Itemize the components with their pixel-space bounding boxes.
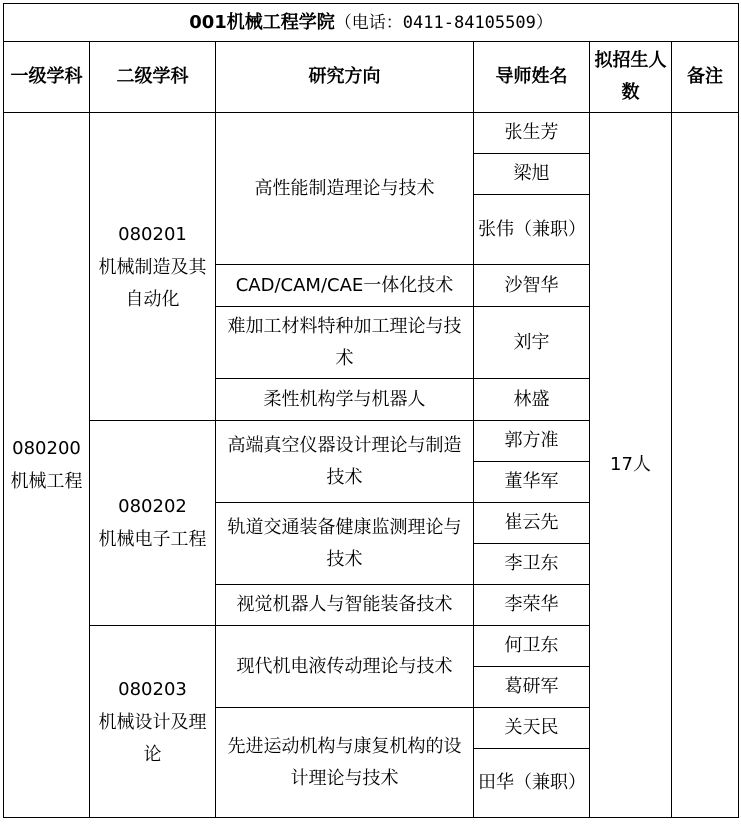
direction-cell: 柔性机构学与机器人 xyxy=(216,379,474,421)
second-level-cell xyxy=(90,421,216,626)
second-level-code: 080201 xyxy=(118,223,187,245)
header-supervisor: 导师姓名 xyxy=(474,42,590,113)
direction-cell: 高性能制造理论与技术 xyxy=(216,113,474,265)
supervisor-cell: 董华军 xyxy=(474,462,590,503)
header-row xyxy=(4,42,739,113)
direction-cell: 先进运动机构与康复机构的设计理论与技术 xyxy=(216,708,474,818)
second-level-code: 080202 xyxy=(118,496,187,517)
first-level-cell xyxy=(4,113,90,818)
supervisor-cell: 关天民 xyxy=(474,708,590,749)
second-level-name: 机械设计及理论 xyxy=(98,711,207,765)
second-level-cell xyxy=(90,626,216,818)
supervisor-cell: 梁旭 xyxy=(474,154,590,195)
college-phone: （电话：0411-84105509） xyxy=(334,12,553,33)
supervisor-cell: 郭方准 xyxy=(474,421,590,462)
second-level-name: 机械电子工程 xyxy=(98,529,207,550)
supervisor-cell: 李荣华 xyxy=(474,585,590,626)
direction-cell: 难加工材料特种加工理论与技术 xyxy=(216,307,474,379)
first-level-code: 080200 xyxy=(12,438,81,459)
direction-cell: 高端真空仪器设计理论与制造技术 xyxy=(216,421,474,503)
direction-cell: 视觉机器人与智能装备技术 xyxy=(216,585,474,626)
first-level-name: 机械工程 xyxy=(10,471,83,492)
quota-cell: 17人 xyxy=(590,113,672,818)
table-title xyxy=(4,4,739,42)
second-level-name: 机械制造及其自动化 xyxy=(98,256,207,310)
supervisor-cell: 张生芳 xyxy=(474,113,590,154)
supervisor-cell: 沙智华 xyxy=(474,265,590,307)
program-table xyxy=(3,3,739,818)
supervisor-cell: 何卫东 xyxy=(474,626,590,667)
direction-cell: 轨道交通装备健康监测理论与技术 xyxy=(216,503,474,585)
supervisor-cell: 林盛 xyxy=(474,379,590,421)
second-level-cell xyxy=(90,113,216,421)
title-row xyxy=(4,4,739,42)
remark-cell xyxy=(672,113,739,818)
supervisor-cell: 葛研军 xyxy=(474,667,590,708)
supervisor-cell: 崔云先 xyxy=(474,503,590,544)
header-direction: 研究方向 xyxy=(216,42,474,113)
supervisor-cell: 李卫东 xyxy=(474,544,590,585)
college-name: 001机械工程学院 xyxy=(189,11,335,33)
supervisor-cell: 田华（兼职） xyxy=(474,749,590,818)
second-level-code: 080203 xyxy=(118,678,187,700)
supervisor-cell: 张伟（兼职） xyxy=(474,195,590,265)
header-quota: 拟招生人数 xyxy=(590,42,672,113)
header-second-level: 二级学科 xyxy=(90,42,216,113)
header-remark: 备注 xyxy=(672,42,739,113)
supervisor-cell: 刘宇 xyxy=(474,307,590,379)
direction-cell: CAD/CAM/CAE一体化技术 xyxy=(216,265,474,307)
header-first-level: 一级学科 xyxy=(4,42,90,113)
table-row xyxy=(4,113,739,154)
direction-cell: 现代机电液传动理论与技术 xyxy=(216,626,474,708)
